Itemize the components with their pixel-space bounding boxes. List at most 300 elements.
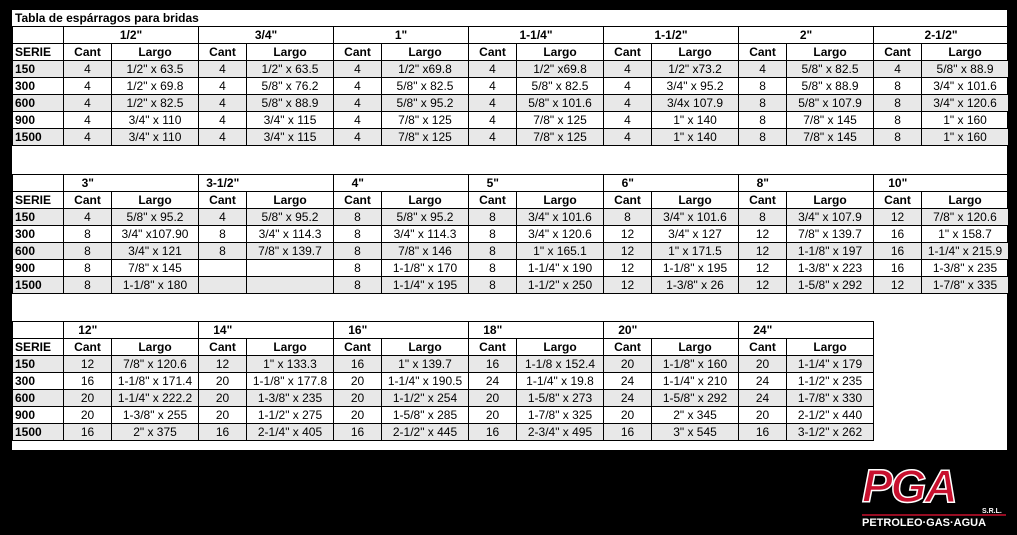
serie-cell: 600	[13, 390, 64, 407]
largo-cell: 1-1/2" x 254	[382, 390, 469, 407]
size-header: 8"	[739, 175, 787, 192]
cant-cell: 4	[469, 129, 517, 146]
largo-cell: 5/8" x 82.5	[787, 61, 874, 78]
largo-cell: 1-1/2" x 275	[247, 407, 334, 424]
largo-cell: 1-1/4" x 195	[382, 277, 469, 294]
largo-header: Largo	[382, 44, 469, 61]
cant-cell: 4	[334, 112, 382, 129]
cant-cell: 12	[64, 356, 112, 373]
largo-cell: 3/4" x 101.6	[652, 209, 739, 226]
largo-cell: 1-7/8" x 335	[922, 277, 1009, 294]
serie-header: SERIE	[13, 192, 64, 209]
largo-cell: 1/2" x 69.8	[112, 78, 199, 95]
largo-cell: 1-5/8" x 292	[787, 277, 874, 294]
size-header: 1-1/2"	[604, 27, 739, 44]
largo-cell: 2" x 345	[652, 407, 739, 424]
cant-cell: 16	[334, 356, 382, 373]
largo-header: Largo	[382, 339, 469, 356]
largo-cell: 1-1/2" x 250	[517, 277, 604, 294]
cant-cell: 20	[739, 407, 787, 424]
cant-cell: 12	[604, 243, 652, 260]
size-header: 18"	[469, 322, 517, 339]
size-header: 1-1/4"	[469, 27, 604, 44]
largo-cell: 1" x 165.1	[517, 243, 604, 260]
cant-cell: 4	[604, 61, 652, 78]
largo-cell: 1" x 140	[652, 129, 739, 146]
largo-cell: 1-1/8" x 195	[652, 260, 739, 277]
largo-cell: 1/2" x 63.5	[247, 61, 334, 78]
largo-cell: 7/8" x 145	[787, 129, 874, 146]
largo-cell: 7/8" x 139.7	[247, 243, 334, 260]
size-header-blank	[517, 322, 604, 339]
cant-cell: 16	[874, 226, 922, 243]
cant-cell: 8	[64, 277, 112, 294]
pga-logo	[860, 458, 1010, 528]
size-header: 2-1/2"	[874, 27, 1009, 44]
cant-cell: 4	[874, 61, 922, 78]
table-row	[13, 356, 874, 373]
cant-cell: 4	[64, 78, 112, 95]
cant-cell: 16	[334, 424, 382, 441]
serie-cell: 300	[13, 226, 64, 243]
largo-cell: 1-5/8" x 292	[652, 390, 739, 407]
cant-cell: 4	[604, 129, 652, 146]
largo-header: Largo	[652, 192, 739, 209]
cant-cell: 12	[739, 277, 787, 294]
cant-cell: 4	[199, 112, 247, 129]
largo-cell: 1" x 171.5	[652, 243, 739, 260]
cant-cell: 4	[334, 95, 382, 112]
largo-cell: 1-5/8" x 273	[517, 390, 604, 407]
largo-cell: 5/8" x 88.9	[787, 78, 874, 95]
largo-cell: 1-1/8" x 180	[112, 277, 199, 294]
bolt-table-2	[12, 174, 1009, 294]
cant-cell: 8	[64, 243, 112, 260]
largo-cell: 1-1/4" x 190	[517, 260, 604, 277]
largo-cell: 7/8" x 120.6	[112, 356, 199, 373]
cant-header: Cant	[874, 192, 922, 209]
serie-cell: 150	[13, 61, 64, 78]
cant-cell: 8	[739, 95, 787, 112]
largo-cell: 1/2" x69.8	[382, 61, 469, 78]
size-header: 10"	[874, 175, 922, 192]
cant-cell: 8	[739, 112, 787, 129]
size-header-blank	[517, 175, 604, 192]
table-row	[13, 95, 1009, 112]
cant-cell: 4	[469, 61, 517, 78]
cant-header: Cant	[604, 44, 652, 61]
cant-cell: 4	[469, 78, 517, 95]
size-header: 24"	[739, 322, 787, 339]
largo-header: Largo	[787, 192, 874, 209]
cant-cell: 12	[739, 243, 787, 260]
largo-cell: 3/4" x 127	[652, 226, 739, 243]
size-header-blank	[922, 175, 1009, 192]
cant-cell: 8	[874, 112, 922, 129]
serie-header: SERIE	[13, 44, 64, 61]
cant-cell: 20	[334, 373, 382, 390]
cant-header: Cant	[739, 339, 787, 356]
largo-cell: 1-3/8" x 223	[787, 260, 874, 277]
cant-cell: 20	[64, 390, 112, 407]
size-header: 2"	[739, 27, 874, 44]
cant-cell: 8	[874, 78, 922, 95]
serie-cell: 900	[13, 112, 64, 129]
largo-cell: 1-3/8" x 26	[652, 277, 739, 294]
largo-cell: 1" x 139.7	[382, 356, 469, 373]
largo-header: Largo	[652, 339, 739, 356]
largo-cell: 2-3/4" x 495	[517, 424, 604, 441]
size-header: 20"	[604, 322, 652, 339]
cant-cell: 16	[199, 424, 247, 441]
largo-header: Largo	[112, 44, 199, 61]
largo-cell: 1-1/4" x 210	[652, 373, 739, 390]
cant-cell: 16	[64, 373, 112, 390]
largo-header: Largo	[787, 44, 874, 61]
cant-header: Cant	[334, 192, 382, 209]
largo-cell: 3/4" x 115	[247, 129, 334, 146]
largo-cell: 5/8" x 82.5	[382, 78, 469, 95]
largo-cell: 3/4" x 101.6	[517, 209, 604, 226]
cant-cell: 20	[199, 390, 247, 407]
size-header-blank	[382, 175, 469, 192]
largo-header: Largo	[787, 339, 874, 356]
largo-cell: 5/8" x 95.2	[112, 209, 199, 226]
largo-cell: 1-1/4" x 179	[787, 356, 874, 373]
svg-text:PGA: PGA	[862, 460, 956, 512]
largo-cell: 7/8" x 145	[112, 260, 199, 277]
size-header-blank	[247, 175, 334, 192]
largo-cell: 1-7/8" x 325	[517, 407, 604, 424]
largo-cell: 5/8" x 82.5	[517, 78, 604, 95]
cant-cell: 12	[874, 277, 922, 294]
largo-cell: 5/8" x 107.9	[787, 95, 874, 112]
size-header: 3"	[64, 175, 112, 192]
largo-cell: 7/8" x 125	[517, 112, 604, 129]
serie-cell: 300	[13, 373, 64, 390]
largo-header: Largo	[382, 192, 469, 209]
largo-cell: 5/8" x 76.2	[247, 78, 334, 95]
cant-cell: 8	[469, 260, 517, 277]
largo-cell: 1-7/8" x 330	[787, 390, 874, 407]
largo-cell: 3/4" x107.90	[112, 226, 199, 243]
cant-cell: 24	[739, 373, 787, 390]
cant-cell: 4	[469, 95, 517, 112]
cant-cell: 12	[874, 209, 922, 226]
largo-cell: 1-1/8" x 160	[652, 356, 739, 373]
cant-header: Cant	[604, 192, 652, 209]
cant-cell: 4	[469, 112, 517, 129]
cant-cell: 8	[469, 243, 517, 260]
table-row	[13, 129, 1009, 146]
cant-cell: 8	[199, 243, 247, 260]
cant-header: Cant	[604, 339, 652, 356]
cant-header: Cant	[739, 192, 787, 209]
largo-header: Largo	[652, 44, 739, 61]
size-header-blank	[382, 322, 469, 339]
size-header: 14"	[199, 322, 247, 339]
cant-header: Cant	[469, 192, 517, 209]
cant-cell: 4	[199, 129, 247, 146]
cant-cell: 8	[334, 226, 382, 243]
largo-cell: 1-1/8" x 170	[382, 260, 469, 277]
cant-cell	[199, 277, 247, 294]
cant-header: Cant	[64, 339, 112, 356]
largo-cell: 1-1/4" x 222.2	[112, 390, 199, 407]
cant-cell: 20	[469, 407, 517, 424]
cant-cell: 4	[604, 95, 652, 112]
cant-cell: 12	[199, 356, 247, 373]
largo-cell: 7/8" x 120.6	[922, 209, 1009, 226]
largo-header: Largo	[517, 192, 604, 209]
largo-cell: 1/2" x 63.5	[112, 61, 199, 78]
table-row	[13, 226, 1009, 243]
cant-cell: 16	[604, 424, 652, 441]
largo-header: Largo	[517, 44, 604, 61]
table-row	[13, 209, 1009, 226]
largo-cell: 1" x 158.7	[922, 226, 1009, 243]
largo-cell: 5/8" x 95.2	[382, 95, 469, 112]
size-header-blank	[652, 175, 739, 192]
cant-header: Cant	[64, 192, 112, 209]
cant-cell: 16	[469, 424, 517, 441]
cant-header: Cant	[199, 192, 247, 209]
bolt-table-1	[12, 26, 1009, 146]
cant-cell: 4	[199, 78, 247, 95]
size-header-blank	[787, 175, 874, 192]
cant-cell: 8	[739, 209, 787, 226]
corner-cell	[13, 175, 64, 192]
cant-cell: 24	[739, 390, 787, 407]
largo-cell: 1-1/4" x 19.8	[517, 373, 604, 390]
cant-cell: 8	[874, 95, 922, 112]
cant-cell: 8	[739, 129, 787, 146]
table-row	[13, 277, 1009, 294]
cant-cell: 8	[469, 226, 517, 243]
cant-cell: 20	[739, 356, 787, 373]
largo-cell: 1-1/8 x 152.4	[517, 356, 604, 373]
cant-cell: 4	[199, 95, 247, 112]
largo-header: Largo	[112, 192, 199, 209]
table-row	[13, 373, 874, 390]
cant-cell: 12	[604, 260, 652, 277]
size-header-blank	[112, 175, 199, 192]
largo-cell: 3/4" x 114.3	[247, 226, 334, 243]
cant-cell: 4	[64, 95, 112, 112]
flange-bolt-sheet	[12, 10, 1007, 450]
serie-cell: 900	[13, 260, 64, 277]
largo-header: Largo	[247, 339, 334, 356]
largo-cell: 5/8" x 88.9	[922, 61, 1009, 78]
largo-cell: 1-1/4" x 215.9	[922, 243, 1009, 260]
bolt-table-3	[12, 321, 874, 441]
largo-cell: 1-1/8" x 177.8	[247, 373, 334, 390]
size-header: 3-1/2"	[199, 175, 247, 192]
serie-cell: 1500	[13, 424, 64, 441]
size-header: 1/2"	[64, 27, 199, 44]
svg-text:PETROLEO·GAS·AGUA: PETROLEO·GAS·AGUA	[862, 517, 987, 528]
cant-header: Cant	[469, 339, 517, 356]
cant-cell: 4	[64, 112, 112, 129]
cant-cell: 20	[199, 407, 247, 424]
cant-cell: 12	[739, 226, 787, 243]
largo-cell: 5/8" x 88.9	[247, 95, 334, 112]
cant-cell: 24	[604, 373, 652, 390]
size-header: 4"	[334, 175, 382, 192]
size-header-blank	[247, 322, 334, 339]
largo-cell: 3/4" x 95.2	[652, 78, 739, 95]
size-header: 3/4"	[199, 27, 334, 44]
largo-cell: 7/8" x 145	[787, 112, 874, 129]
largo-header: Largo	[247, 44, 334, 61]
cant-header: Cant	[199, 44, 247, 61]
cant-cell: 4	[64, 209, 112, 226]
cant-cell: 16	[739, 424, 787, 441]
svg-text:S.R.L.: S.R.L.	[982, 508, 1002, 515]
cant-cell: 24	[604, 390, 652, 407]
largo-cell: 3/4" x 114.3	[382, 226, 469, 243]
cant-cell: 4	[334, 78, 382, 95]
largo-cell: 3/4" x 110	[112, 112, 199, 129]
largo-cell: 2-1/2" x 445	[382, 424, 469, 441]
serie-cell: 1500	[13, 277, 64, 294]
largo-cell: 5/8" x 101.6	[517, 95, 604, 112]
sheet-title: Tabla de espárragos para bridas	[12, 10, 1007, 27]
largo-header: Largo	[112, 339, 199, 356]
largo-cell: 1-1/8" x 171.4	[112, 373, 199, 390]
size-header: 1"	[334, 27, 469, 44]
serie-cell: 1500	[13, 129, 64, 146]
largo-cell: 3" x 545	[652, 424, 739, 441]
largo-cell: 3/4" x 120.6	[922, 95, 1009, 112]
cant-cell: 8	[334, 277, 382, 294]
largo-cell: 2" x 375	[112, 424, 199, 441]
largo-cell: 1" x 160	[922, 129, 1009, 146]
largo-cell: 1" x 160	[922, 112, 1009, 129]
corner-cell	[13, 322, 64, 339]
largo-cell: 1-3/8" x 235	[247, 390, 334, 407]
cant-cell: 8	[334, 243, 382, 260]
largo-cell: 3-1/2" x 262	[787, 424, 874, 441]
table-row	[13, 390, 874, 407]
largo-header: Largo	[922, 192, 1009, 209]
cant-cell: 4	[199, 61, 247, 78]
largo-cell: 1-3/8" x 235	[922, 260, 1009, 277]
serie-cell: 600	[13, 95, 64, 112]
largo-cell: 3/4" x 120.6	[517, 226, 604, 243]
cant-cell: 4	[739, 61, 787, 78]
largo-cell: 1-1/2" x 235	[787, 373, 874, 390]
cant-header: Cant	[874, 44, 922, 61]
cant-cell: 20	[469, 390, 517, 407]
cant-cell: 8	[64, 226, 112, 243]
largo-cell: 3/4" x 110	[112, 129, 199, 146]
table-row	[13, 78, 1009, 95]
cant-cell: 8	[64, 260, 112, 277]
size-header-blank	[112, 322, 199, 339]
largo-cell: 3/4" x 121	[112, 243, 199, 260]
table-row	[13, 407, 874, 424]
cant-cell: 12	[739, 260, 787, 277]
largo-cell: 7/8" x 125	[382, 129, 469, 146]
cant-cell: 4	[64, 129, 112, 146]
serie-header: SERIE	[13, 339, 64, 356]
cant-cell: 4	[334, 129, 382, 146]
largo-cell: 1-3/8" x 255	[112, 407, 199, 424]
cant-cell: 20	[334, 390, 382, 407]
largo-header: Largo	[922, 44, 1009, 61]
cant-header: Cant	[334, 339, 382, 356]
cant-cell: 20	[334, 407, 382, 424]
largo-cell	[247, 277, 334, 294]
cant-cell: 8	[469, 209, 517, 226]
cant-cell: 16	[469, 356, 517, 373]
size-header: 5"	[469, 175, 517, 192]
cant-header: Cant	[199, 339, 247, 356]
cant-cell: 16	[874, 243, 922, 260]
table-row	[13, 61, 1009, 78]
largo-cell: 2-1/2" x 440	[787, 407, 874, 424]
serie-cell: 300	[13, 78, 64, 95]
corner-cell	[13, 27, 64, 44]
cant-cell: 4	[604, 112, 652, 129]
cant-cell: 8	[334, 260, 382, 277]
serie-cell: 600	[13, 243, 64, 260]
largo-cell: 3/4" x 115	[247, 112, 334, 129]
table-row	[13, 243, 1009, 260]
serie-cell: 900	[13, 407, 64, 424]
cant-cell: 4	[334, 61, 382, 78]
cant-header: Cant	[334, 44, 382, 61]
largo-cell: 1" x 140	[652, 112, 739, 129]
cant-cell: 4	[199, 209, 247, 226]
serie-cell: 150	[13, 209, 64, 226]
largo-cell: 2-1/4" x 405	[247, 424, 334, 441]
cant-cell: 8	[874, 129, 922, 146]
cant-cell: 8	[334, 209, 382, 226]
cant-cell: 8	[604, 209, 652, 226]
size-header: 12"	[64, 322, 112, 339]
table-row	[13, 112, 1009, 129]
largo-cell: 3/4" x 101.6	[922, 78, 1009, 95]
largo-cell: 7/8" x 125	[517, 129, 604, 146]
cant-cell: 16	[874, 260, 922, 277]
serie-cell: 150	[13, 356, 64, 373]
largo-header: Largo	[247, 192, 334, 209]
largo-cell: 1/2" x73.2	[652, 61, 739, 78]
cant-cell: 8	[199, 226, 247, 243]
size-header-blank	[652, 322, 739, 339]
cant-header: Cant	[469, 44, 517, 61]
cant-cell: 20	[604, 407, 652, 424]
size-header-blank	[787, 322, 874, 339]
cant-cell: 16	[64, 424, 112, 441]
table-row	[13, 260, 1009, 277]
cant-cell: 8	[739, 78, 787, 95]
largo-cell: 1" x 133.3	[247, 356, 334, 373]
largo-header: Largo	[517, 339, 604, 356]
largo-cell: 1-5/8" x 285	[382, 407, 469, 424]
largo-cell: 1/2" x69.8	[517, 61, 604, 78]
largo-cell: 7/8" x 125	[382, 112, 469, 129]
table-row	[13, 424, 874, 441]
largo-cell: 1-1/4" x 190.5	[382, 373, 469, 390]
cant-cell	[199, 260, 247, 277]
cant-cell: 24	[469, 373, 517, 390]
cant-cell: 8	[469, 277, 517, 294]
cant-cell: 4	[64, 61, 112, 78]
largo-cell: 5/8" x 95.2	[247, 209, 334, 226]
